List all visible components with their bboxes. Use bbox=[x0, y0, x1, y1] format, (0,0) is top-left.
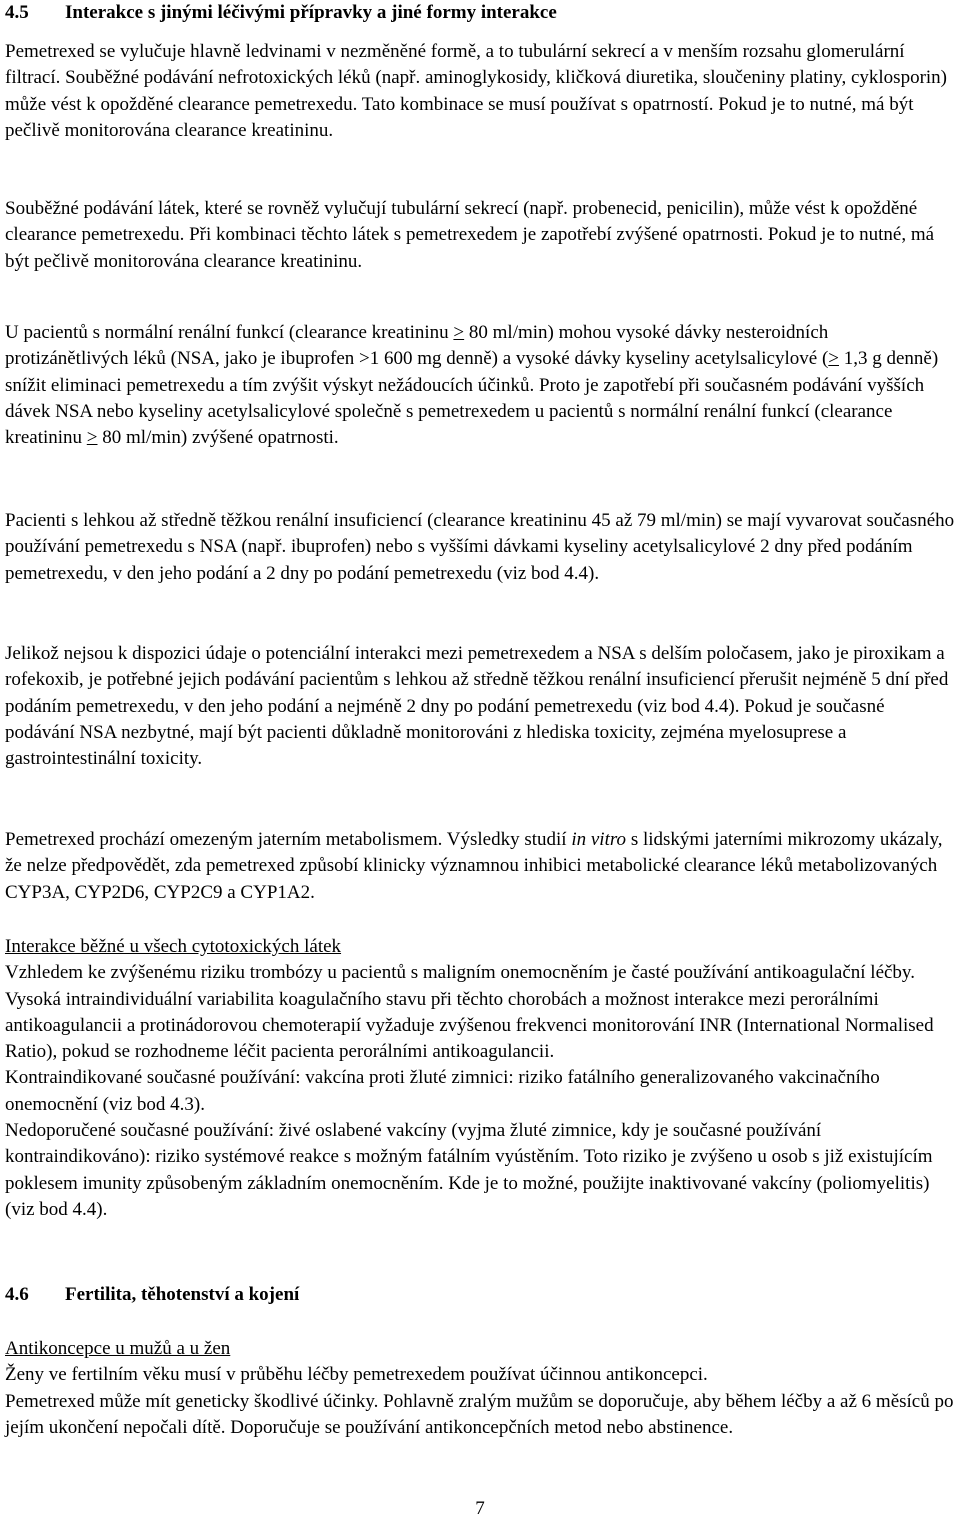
greater-or-equal-sign: > bbox=[86, 427, 98, 449]
section-heading-4-5 bbox=[5, 0, 955, 26]
greater-or-equal-sign: > bbox=[453, 322, 465, 343]
paragraph: Pemetrexed se vylučuje hlavně ledvinami v nezměněné formě, a to tubulární sekrecí a v menším rozsahu glomerulární filtrací. Souběžné podávání nefrotoxických léků (např. aminoglykosidy, kličková diuretika, sloučeniny platiny, cyklosporin) může vést k opožděné clearance pemetrexedu. Tato kombinace se musí používat s opatrností. Pokud je to nutné, má být pečlivě monitorována clearance kreatininu. bbox=[5, 41, 948, 141]
paragraph: Kontraindikované současné používání: vakcína proti žluté zimnici: riziko fatálního generalizovaného vakcinačního onemocnění (viz bod 4.3). bbox=[5, 1067, 880, 1115]
paragraph: Nedoporučené současné používání: živé oslabené vakcíny (vyjma žluté zimnice, kdy je současné používání kontraindikováno): riziko systémové reakce s možným fatálním vyústěním. Toto riziko je zvýšeno u osob s již existujícím poklesem imunity způsobeným základním onemocněním. Kde je to možné, použijte inaktivované vakcíny (poliomyelitis) (viz bod 4.4). bbox=[5, 1120, 933, 1220]
section-number: 4.5 bbox=[5, 2, 29, 23]
paragraph: Vzhledem ke zvýšenému riziku trombózy u pacientů s maligním onemocněním je časté používání antikoagulační léčby. Vysoká intraindividuální variabilita koagulačního stavu při těchto chorobách a možnost interakce mezi perorálními antikoagulancii a protinádorovou chemoterapií vyžaduje zvýšenou frekvenci monitorování INR (International Normalised Ratio), pokud se rozhodneme léčit pacienta perorálními antikoagulancii. bbox=[5, 962, 934, 1063]
italic-term: in vitro bbox=[571, 829, 627, 850]
subheading: Interakce běžné u všech cytotoxických látek bbox=[5, 936, 342, 957]
section-heading-4-6 bbox=[5, 1282, 955, 1308]
section-number: 4.6 bbox=[5, 1284, 29, 1305]
section-title: Fertilita, těhotenství a kojení bbox=[65, 1284, 300, 1305]
greater-or-equal-sign: > bbox=[828, 348, 839, 370]
paragraph: Pacienti s lehkou až středně těžkou renální insuficiencí (clearance kreatininu 45 až 79 ml/min) se mají vyvarovat současného používání pemetrexedu s NSA (např. ibuprofen) nebo s vyššími dávkami kyseliny acetylsalicylové 2 dny před podáním pemetrexedu, v den jeho podání a 2 dny po podání pemetrexedu (viz bod 4.4). bbox=[5, 510, 955, 584]
paragraph: Ženy ve fertilním věku musí v průběhu léčby pemetrexedem používat účinnou antikoncepci. bbox=[5, 1364, 708, 1386]
text-group-contraception bbox=[5, 1336, 955, 1441]
section-title: Interakce s jinými léčivými přípravky a jiné formy interakce bbox=[65, 2, 557, 23]
paragraph: Souběžné podávání látek, které se rovněž vylučují tubulární sekrecí (např. probenecid, penicilin), může vést k opožděné clearance pemetrexedu. Při kombinaci těchto látek s pemetrexedem je zapotřebí zvýšené opatrnosti. Pokud je to nutné, má být pečlivě monitorována clearance kreatininu. bbox=[5, 198, 935, 272]
paragraph: Jelikož nejsou k dispozici údaje o potenciální interakci mezi pemetrexedem a NSA s delším poločasem, jako je piroxikam a rofekoxib, je potřebné jejich podávání pacientům s lehkou až středně těžkou renální insuficiencí přerušit nejméně 5 dní před podáním pemetrexedu, v den jeho podání a nejméně 2 dny po podání pemetrexedu (viz bod 4.4). Pokud je současné podávání NSA nezbytné, mají být pacienti důkladně monitorováni z hlediska toxicity, zejména myelosuprese a gastrointestinální toxicity. bbox=[5, 643, 949, 770]
text-group-cytotoxic bbox=[5, 934, 955, 1223]
page-number: 7 bbox=[475, 1498, 485, 1519]
paragraph: U pacientů s normální renální funkcí (clearance kreatininu > 80 ml/min) mohou vysoké dávky nesteroidních protizánětlivých léků (NSA, jako je ibuprofen >1 600 mg denně) a vysoké dávky kyseliny acetylsalicylové (> 1,3 g denně) snížit eliminaci pemetrexedu a tím zvýšit výskyt nežádoucích účinků. Proto je zapotřebí při současném podávání vyšších dávek NSA nebo kyseliny acetylsalicylové společně s pemetrexedem u pacientů s normální renální funkcí (clearance kreatininu > 80 ml/min) zvýšené opatrnosti. bbox=[5, 322, 939, 449]
subheading: Antikoncepce u mužů a u žen bbox=[5, 1338, 231, 1359]
paragraph: Pemetrexed může mít geneticky škodlivé účinky. Pohlavně zralým mužům se doporučuje, aby během léčby a až 6 měsíců po jejím ukončení nepočali dítě. Doporučuje se používání antikoncepčních metod nebo abstinence. bbox=[5, 1390, 954, 1438]
paragraph: Pemetrexed prochází omezeným jaterním metabolismem. Výsledky studií in vitro s lidskými jaterními mikrozomy ukázaly, že nelze předpovědět, zda pemetrexed způsobí klinicky významnou inhibici metabolické clearance léků metabolizovaných CYP3A, CYP2D6, CYP2C9 a CYP1A2. bbox=[5, 829, 943, 903]
